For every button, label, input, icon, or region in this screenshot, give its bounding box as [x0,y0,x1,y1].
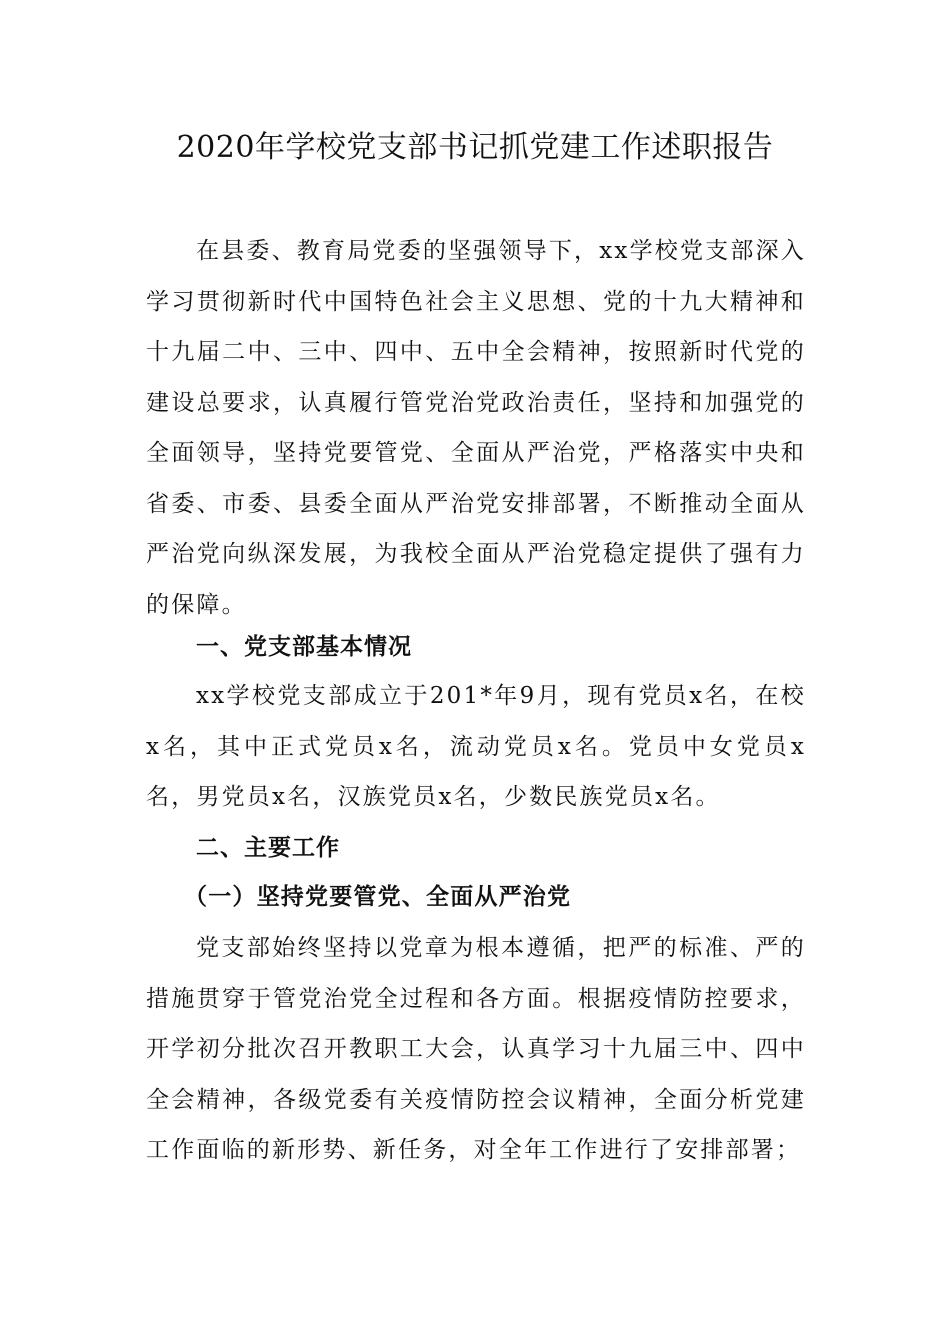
intro-paragraph: 在县委、教育局党委的坚强领导下，xx学校党支部深入学习贯彻新时代中国特色社会主义思想、党的十九大精神和十九届二中、三中、四中、五中全会精神，按照新时代党的建设总要求，认真履行管党治党政治责任，坚持和加强党的全面领导，坚持党要管党、全面从严治党，严格落实中央和省委、市委、县委全面从严治党安排部署，不断推动全面从严治党向纵深发展，为我校全面从严治党稳定提供了强有力的保障。 [146,238,806,618]
document-title: 2020年学校党支部书记抓党建工作述职报告 [176,130,774,165]
party-governance-paragraph: 党支部始终坚持以党章为根本遵循，把严的标准、严的措施贯穿于管党治党全过程和各方面。根据疫情防控要求，开学初分批次召开教职工大会，认真学习十九届三中、四中全会精神，各级党委有关疫情防控会议精神，全面分析党建工作面临的新形势、新任务，对全年工作进行了安排部署； [146,935,806,1163]
basic-info-paragraph: xx学校党支部成立于201*年9月，现有党员x名，在校x名，其中正式党员x名，流动党员x名。党员中女党员x名，男党员x名，汉族党员x名，少数民族党员x名。 [146,683,806,810]
section-heading-basic-info: 一、党支部基本情况 [196,634,412,660]
section-heading-main-work: 二、主要工作 [196,835,340,861]
subsection-heading-party-governance: （一）坚持党要管党、全面从严治党 [184,883,572,910]
